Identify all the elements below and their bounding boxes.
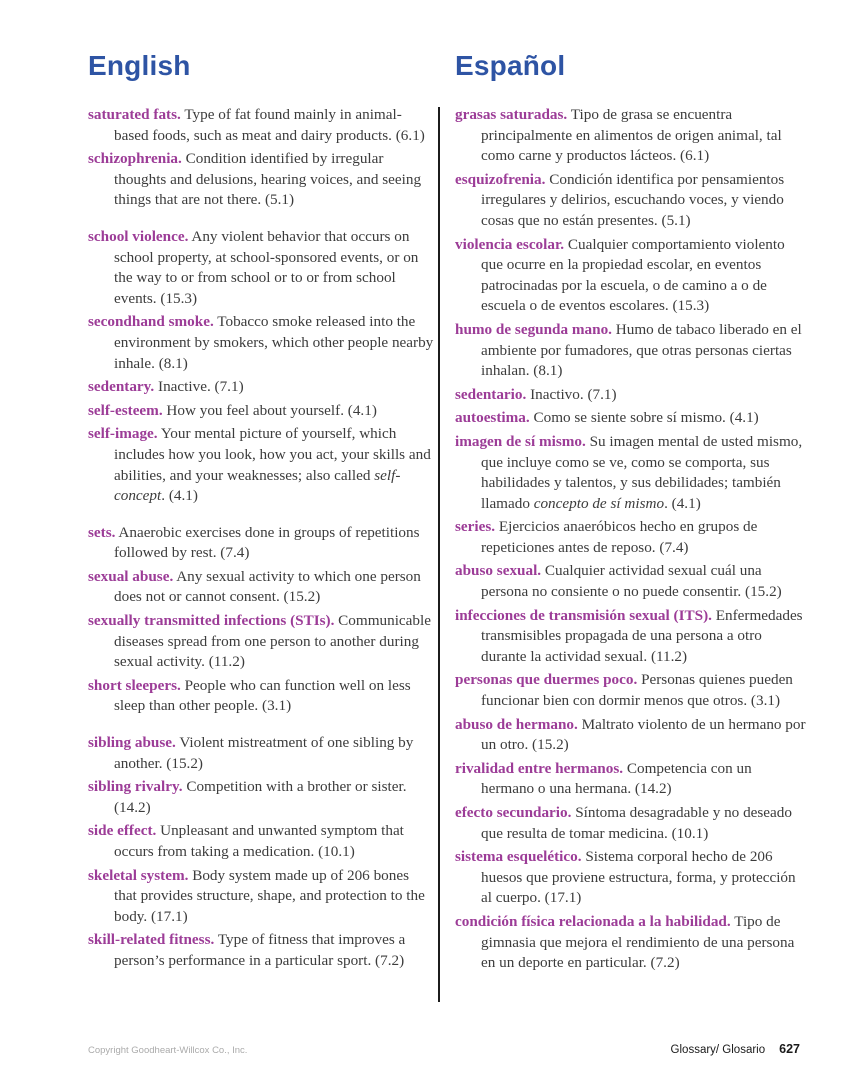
glossary-entry bbox=[88, 930, 434, 971]
entry-definition-text: Competition with a brother or sister. (14.2) bbox=[114, 778, 407, 816]
entry-definition-text: Condición identifica por pensamientos irregulares y delirios, escuchando voces, y viendo cosas que no están presentes. (5.1) bbox=[481, 170, 785, 229]
espanol-entries bbox=[455, 105, 807, 974]
entry-definition-text: Unpleasant and unwanted symptom that occurs from taking a medication. (10.1) bbox=[114, 822, 404, 860]
entry-definition-text: Cualquier actividad sexual cuál una persona no consiente o no puede consentir. (15.2) bbox=[481, 562, 782, 601]
glossary-entry bbox=[455, 517, 807, 558]
glossary-entry bbox=[455, 759, 807, 800]
entry-definition bbox=[166, 402, 376, 419]
entry-term: sets. bbox=[88, 523, 116, 541]
entry-term: short sleepers. bbox=[88, 676, 181, 694]
entry-definition-text: . (4.1) bbox=[161, 487, 198, 505]
entry-term: infecciones de transmisión sexual (ITS). bbox=[455, 606, 712, 624]
glossary-entry bbox=[455, 320, 807, 382]
entry-definition-text: How you feel about yourself. (4.1) bbox=[166, 401, 377, 419]
glossary-entry bbox=[88, 105, 434, 146]
entry-definition-text: Any violent behavior that occurs on school property, at school-sponsored events, or on the way to or from school or to or from school events. (15.3) bbox=[114, 227, 419, 307]
glossary-entry bbox=[455, 105, 807, 167]
entry-term: violencia escolar. bbox=[455, 235, 565, 253]
entry-definition-text: Competencia con un hermano o una hermana. (14.2) bbox=[481, 759, 752, 798]
entry-term: secondhand smoke. bbox=[88, 313, 214, 331]
entry-definition-text: Como se siente sobre sí mismo. (4.1) bbox=[533, 409, 759, 427]
entry-definition-text: Personas quienes pueden funcionar bien con dormir menos que otros. (3.1) bbox=[481, 671, 793, 710]
glossary-entry bbox=[88, 866, 434, 928]
entry-definition-text: Body system made up of 206 bones that provides structure, shape, and protection to the body. (17.1) bbox=[114, 866, 425, 925]
glossary-entry bbox=[455, 715, 807, 756]
glossary-entry bbox=[455, 670, 807, 711]
glossary-entry bbox=[455, 170, 807, 232]
english-entries bbox=[88, 105, 434, 972]
entry-definition-text: Inactive. (7.1) bbox=[158, 378, 244, 396]
entry-term: saturated fats. bbox=[88, 106, 181, 123]
entry-term: skill-related fitness. bbox=[88, 931, 215, 949]
entry-definition-text: Your mental picture of yourself, which includes how you look, how you act, your skills and abilities, and your weaknesses; also called bbox=[114, 425, 431, 484]
footer-right bbox=[671, 1042, 800, 1056]
entry-term: sedentario. bbox=[455, 385, 527, 403]
entry-definition-text: Type of fitness that improves a person’s performance in a particular sport. (7.2) bbox=[114, 931, 406, 969]
glossary-entry bbox=[455, 385, 807, 406]
glossary-entry bbox=[88, 377, 434, 398]
column-divider bbox=[438, 107, 440, 1002]
entry-term: sexual abuse. bbox=[88, 567, 174, 585]
glossary-entry bbox=[88, 523, 434, 564]
glossary-entry bbox=[88, 567, 434, 608]
entry-term: side effect. bbox=[88, 822, 157, 840]
entry-definition bbox=[114, 822, 404, 860]
glossary-entry bbox=[88, 227, 434, 309]
entry-term: autoestima. bbox=[455, 409, 530, 427]
glossary-entry bbox=[88, 676, 434, 717]
entry-definition bbox=[481, 518, 757, 556]
entry-definition-text: Enfermedades transmisibles propagada de una persona a otro durante la actividad sexual. (11.2) bbox=[481, 606, 803, 665]
glossary-entry bbox=[88, 611, 434, 673]
glossary-entry bbox=[455, 235, 807, 317]
copyright-text: Copyright Goodheart-Willcox Co., Inc. bbox=[88, 1045, 248, 1056]
glossary-entry bbox=[88, 312, 434, 374]
entry-term: self-image. bbox=[88, 425, 158, 443]
entry-definition-text: Communicable diseases spread from one person to another during sexual activity. (11.2) bbox=[114, 612, 431, 671]
entry-term: efecto secundario. bbox=[455, 804, 572, 821]
entry-term: sedentary. bbox=[88, 378, 155, 396]
glossary-entry bbox=[88, 733, 434, 774]
entry-definition-italic: concepto de sí mismo bbox=[533, 494, 665, 512]
entry-definition-text: Tipo de grasa se encuentra principalmente en alimentos de origen animal, tal como carne y productos lácteos. (6.1) bbox=[481, 106, 782, 165]
page-footer bbox=[88, 1042, 800, 1056]
entry-definition-text: Ejercicios anaeróbicos hecho en grupos de repeticiones antes de reposo. (7.4) bbox=[481, 518, 758, 556]
espanol-heading: Español bbox=[455, 50, 566, 81]
entry-definition-text: Maltrato violento de un hermano por un otro. (15.2) bbox=[481, 715, 806, 754]
entry-term: condición física relacionada a la habilidad. bbox=[455, 912, 731, 930]
entry-definition-text: Any sexual activity to which one person does not or cannot consent. (15.2) bbox=[114, 567, 421, 606]
entry-term: grasas saturadas. bbox=[455, 106, 568, 123]
entry-term: abuso de hermano. bbox=[455, 715, 578, 733]
glossary-entry bbox=[88, 821, 434, 862]
entry-definition-text: Type of fat found mainly in animal-based foods, such as meat and dairy products. (6.1) bbox=[114, 106, 425, 144]
entry-definition-text: Cualquier comportamiento violento que ocurre en la propiedad escolar, en eventos patrocinadas por la escuela, o de camino a o de escuela o de eventos escolares. (15.3) bbox=[481, 235, 785, 315]
entry-definition-italic: self-concept bbox=[114, 466, 401, 505]
entry-term: series. bbox=[455, 518, 496, 536]
entry-definition-text: Condition identified by irregular thoughts and delusions, hearing voices, and seeing things that are not there. (5.1) bbox=[114, 150, 422, 209]
glossary-entry bbox=[88, 777, 434, 818]
entry-definition-text: . (4.1) bbox=[664, 494, 701, 512]
footer-section-label: Glossary/ Glosario bbox=[670, 1044, 766, 1056]
entry-definition-text: Tobacco smoke released into the environment by smokers, which other people nearby inhale. (8.1) bbox=[114, 313, 434, 372]
entry-definition-text: Violent mistreatment of one sibling by another. (15.2) bbox=[114, 734, 414, 772]
entry-term: sibling abuse. bbox=[88, 734, 176, 752]
espanol-column bbox=[455, 50, 807, 977]
entry-term: personas que duermes poco. bbox=[455, 671, 638, 689]
glossary-entry bbox=[455, 408, 807, 429]
entry-definition-text: Su imagen mental de usted mismo, que incluye como se ve, como se comporta, sus habilidades y talentos, y sus debilidades; también llamado bbox=[481, 432, 803, 512]
entry-term: rivalidad entre hermanos. bbox=[455, 759, 624, 777]
entry-definition-text: Sistema corporal hecho de 206 huesos que proviene estructura, forma, y protección al cuerpo. (17.1) bbox=[481, 848, 796, 907]
entry-definition-text: Inactivo. (7.1) bbox=[530, 385, 617, 403]
entry-definition-text: Tipo de gimnasia que mejora el rendimiento de una persona en un deporte en particular. (7.2) bbox=[481, 912, 795, 972]
entry-term: abuso sexual. bbox=[455, 562, 542, 580]
glossary-entry bbox=[88, 149, 434, 211]
entry-term: humo de segunda mano. bbox=[455, 320, 612, 338]
glossary-entry bbox=[455, 561, 807, 602]
entry-definition bbox=[530, 386, 616, 403]
entry-definition-text: Anaerobic exercises done in groups of repetitions followed by rest. (7.4) bbox=[114, 523, 420, 562]
english-column bbox=[88, 50, 434, 975]
entry-definition bbox=[114, 524, 420, 562]
glossary-entry bbox=[88, 424, 434, 506]
entry-term: imagen de sí mismo. bbox=[455, 432, 586, 450]
glossary-entry bbox=[455, 432, 807, 514]
entry-definition bbox=[533, 409, 758, 426]
entry-term: sistema esquelético. bbox=[455, 848, 582, 866]
entry-term: self-esteem. bbox=[88, 401, 163, 419]
glossary-entry bbox=[455, 912, 807, 974]
page-number: 627 bbox=[779, 1042, 800, 1056]
entry-definition-text: Síntoma desagradable y no deseado que resulta de tomar medicina. (10.1) bbox=[481, 804, 792, 842]
entry-term: schizophrenia. bbox=[88, 150, 182, 168]
entry-term: esquizofrenia. bbox=[455, 170, 546, 188]
glossary-entry bbox=[88, 401, 434, 422]
glossary-entry bbox=[455, 847, 807, 909]
english-heading: English bbox=[88, 50, 191, 81]
glossary-entry bbox=[455, 606, 807, 668]
entry-definition-text: Humo de tabaco liberado en el ambiente por fumadores, que otras personas ciertas inhalan. (8.1) bbox=[481, 320, 802, 380]
entry-term: skeletal system. bbox=[88, 866, 189, 884]
entry-definition-text: People who can function well on less sleep than other people. (3.1) bbox=[114, 676, 411, 715]
entry-term: school violence. bbox=[88, 227, 189, 245]
entry-definition bbox=[114, 425, 431, 504]
glossary-entry bbox=[455, 803, 807, 844]
entry-term: sexually transmitted infections (STIs). bbox=[88, 612, 335, 630]
entry-term: sibling rivalry. bbox=[88, 778, 183, 796]
entry-definition bbox=[158, 378, 244, 395]
